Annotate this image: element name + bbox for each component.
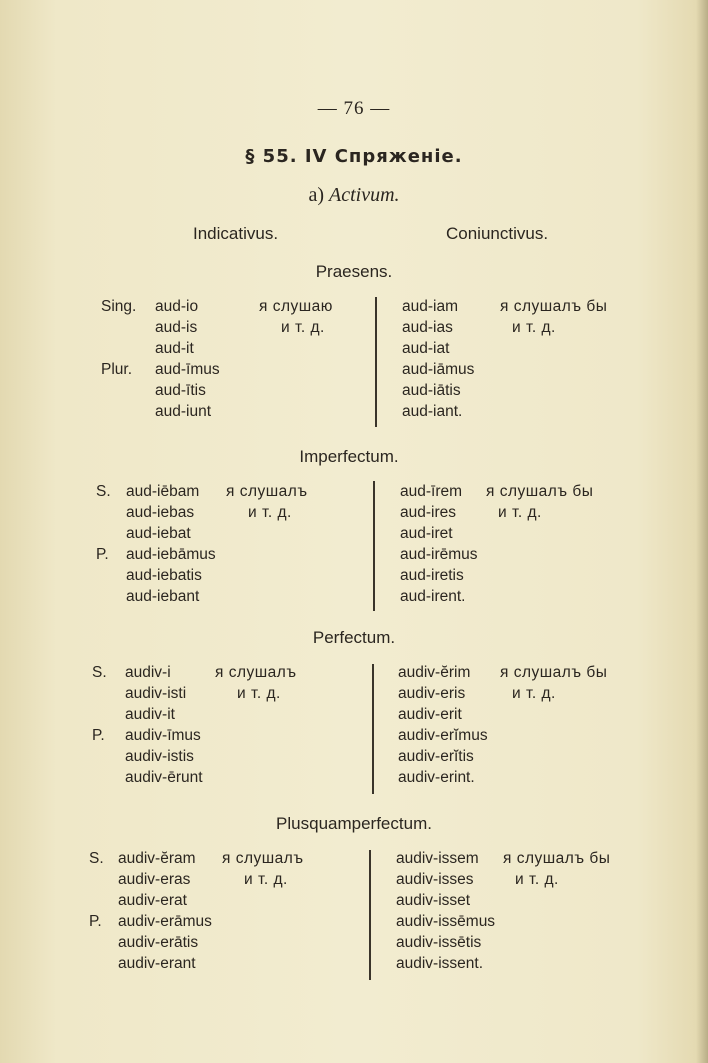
verb-form: audiv-erāmus [118, 913, 212, 930]
verb-form: aud-iat [402, 340, 450, 357]
subjunctive-row [0, 683, 700, 704]
russian-gloss: я слушалъ бы [500, 664, 608, 681]
subjunctive-row [0, 544, 700, 565]
subjunctive-column [0, 848, 700, 974]
subjunctive-row [0, 746, 700, 767]
russian-gloss: я слушалъ бы [503, 850, 611, 867]
verb-form: audiv-erant [118, 955, 196, 972]
verb-form: audiv-it [125, 706, 175, 723]
verb-form: audiv-erātis [118, 934, 199, 951]
number-label: P. [89, 913, 102, 930]
verb-form: aud-irēmus [400, 546, 478, 563]
verb-form: audiv-īmus [125, 727, 201, 744]
verb-form: aud-iam [402, 298, 458, 315]
subjunctive-row [0, 848, 700, 869]
verb-form: aud-īrem [400, 483, 463, 500]
subtitle-voice: Activum. [329, 184, 400, 206]
verb-form: audiv-erĭtis [398, 748, 474, 765]
subjunctive-column [0, 662, 700, 788]
subjunctive-row [0, 704, 700, 725]
russian-gloss: и т. д. [244, 871, 288, 888]
mood-indicativus: Indicativus. [193, 224, 279, 243]
verb-form: aud-irent. [400, 588, 466, 605]
section-title: § 55. IV Спряженіе. [245, 146, 463, 167]
verb-form: aud-iebant [126, 588, 200, 605]
tense-heading: Imperfectum. [299, 447, 399, 466]
number-label: P. [96, 546, 109, 563]
tense-heading: Praesens. [315, 262, 393, 281]
russian-gloss: и т. д. [512, 319, 556, 336]
verb-form: aud-ires [400, 504, 456, 521]
russian-gloss: и т. д. [281, 319, 325, 336]
subtitle-prefix: a) [308, 184, 324, 206]
verb-form: aud-it [155, 340, 194, 357]
verb-form: audiv-erint. [398, 769, 475, 786]
russian-gloss: я слушалъ [226, 483, 308, 500]
verb-form: audiv-isses [396, 871, 474, 888]
verb-form: aud-ias [402, 319, 453, 336]
voice-subtitle [0, 184, 708, 207]
verb-form: audiv-ĕrim [398, 664, 471, 681]
subjunctive-row [0, 338, 700, 359]
russian-gloss: я слушалъ [215, 664, 297, 681]
russian-gloss: я слушалъ бы [500, 298, 608, 315]
verb-form: aud-īmus [155, 361, 220, 378]
russian-gloss: я слушаю [259, 298, 333, 315]
subjunctive-row [0, 725, 700, 746]
verb-form: audiv-isti [125, 685, 187, 702]
verb-form: audiv-erit [398, 706, 462, 723]
mood-coniunctivus: Coniunctivus. [446, 224, 549, 243]
russian-gloss: и т. д. [515, 871, 559, 888]
subjunctive-column [0, 296, 700, 422]
russian-gloss: я слушалъ [222, 850, 304, 867]
verb-form: audiv-istis [125, 748, 194, 765]
subjunctive-row [0, 662, 700, 683]
russian-gloss: и т. д. [512, 685, 556, 702]
verb-form: aud-io [155, 298, 199, 315]
subjunctive-row [0, 523, 700, 544]
verb-form: aud-iēbam [126, 483, 200, 500]
subjunctive-column [0, 481, 700, 607]
verb-form: audiv-erĭmus [398, 727, 488, 744]
subjunctive-row [0, 890, 700, 911]
subjunctive-row [0, 380, 700, 401]
number-label: Plur. [101, 361, 133, 378]
number-label: Sing. [101, 298, 137, 315]
verb-form: audiv-i [125, 664, 171, 681]
verb-form: audiv-erat [118, 892, 187, 909]
subjunctive-row [0, 502, 700, 523]
verb-form: aud-is [155, 319, 198, 336]
verb-form: audiv-ērunt [125, 769, 203, 786]
verb-form: audiv-isset [396, 892, 471, 909]
tense-heading: Plusquamperfectum. [276, 814, 432, 833]
subjunctive-row [0, 359, 700, 380]
subjunctive-row [0, 911, 700, 932]
verb-form: aud-iunt [155, 403, 212, 420]
number-label: P. [92, 727, 105, 744]
number-label: S. [92, 664, 107, 681]
subjunctive-row [0, 296, 700, 317]
subjunctive-row [0, 317, 700, 338]
subjunctive-row [0, 767, 700, 788]
verb-form: audiv-eris [398, 685, 466, 702]
verb-form: aud-iebatis [126, 567, 202, 584]
tense-heading: Perfectum. [312, 628, 396, 647]
verb-form: aud-iebāmus [126, 546, 216, 563]
russian-gloss: и т. д. [498, 504, 542, 521]
russian-gloss: я слушалъ бы [486, 483, 594, 500]
verb-form: audiv-issētis [396, 934, 482, 951]
verb-form: aud-iebat [126, 525, 191, 542]
verb-form: aud-iant. [402, 403, 463, 420]
verb-form: audiv-eras [118, 871, 191, 888]
verb-form: aud-iebas [126, 504, 195, 521]
russian-gloss: и т. д. [248, 504, 292, 521]
verb-form: audiv-issent. [396, 955, 484, 972]
verb-form: aud-iret [400, 525, 453, 542]
subjunctive-row [0, 953, 700, 974]
verb-form: aud-iātis [402, 382, 461, 399]
subjunctive-row [0, 401, 700, 422]
number-label: S. [96, 483, 111, 500]
verb-form: aud-iretis [400, 567, 464, 584]
verb-form: audiv-ĕram [118, 850, 196, 867]
verb-form: aud-iāmus [402, 361, 475, 378]
verb-form: audiv-issem [396, 850, 479, 867]
verb-form: aud-ītis [155, 382, 206, 399]
subjunctive-row [0, 869, 700, 890]
subjunctive-row [0, 565, 700, 586]
subjunctive-row [0, 586, 700, 607]
russian-gloss: и т. д. [237, 685, 281, 702]
number-label: S. [89, 850, 104, 867]
subjunctive-row [0, 932, 700, 953]
page-number: — 76 — [317, 98, 391, 119]
verb-form: audiv-issēmus [396, 913, 496, 930]
subjunctive-row [0, 481, 700, 502]
